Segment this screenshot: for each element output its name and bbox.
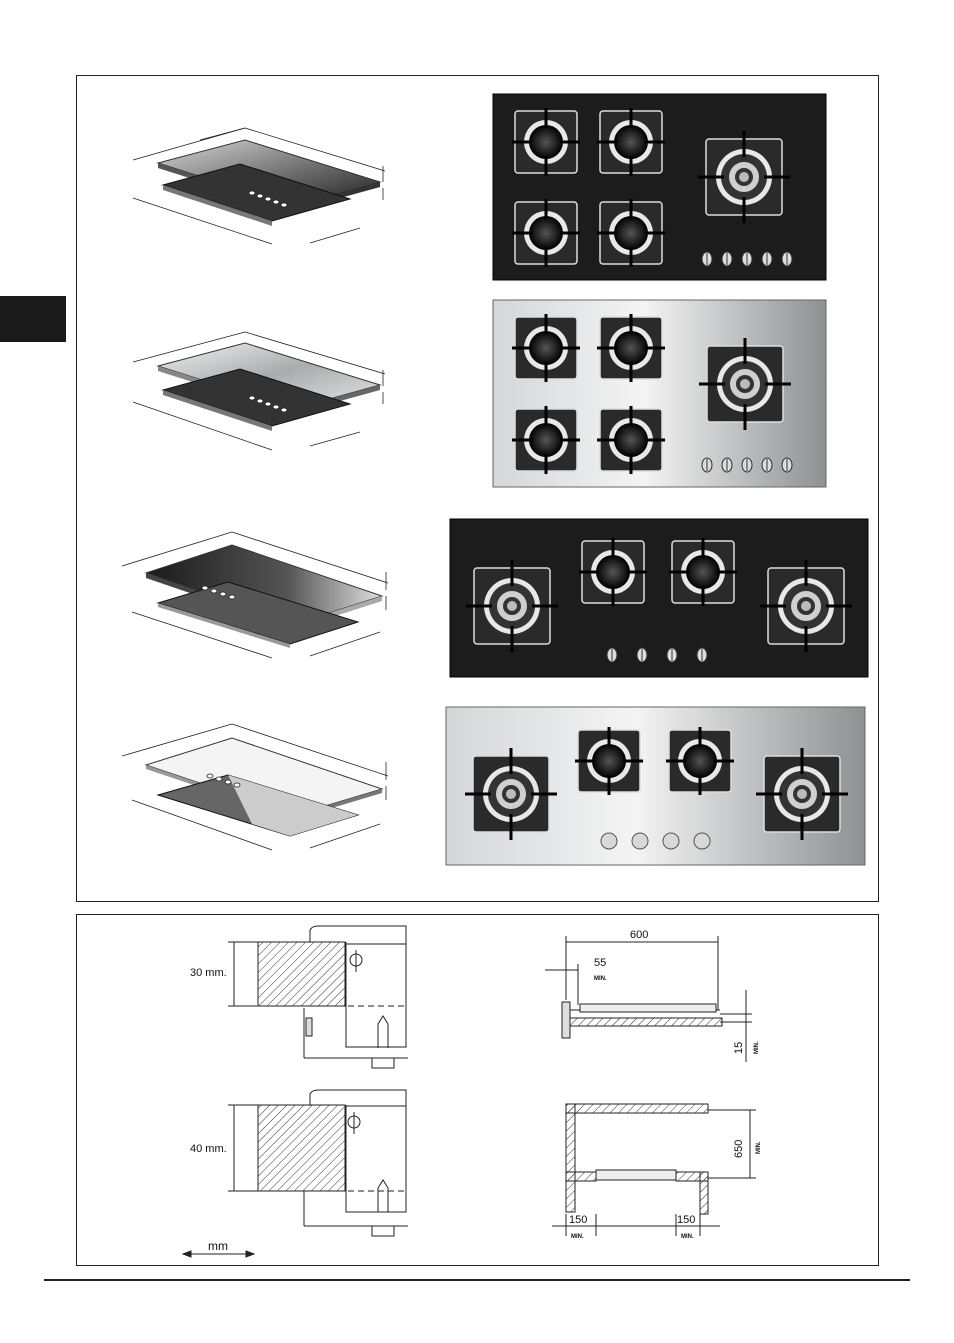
dim-600: 600 xyxy=(630,929,649,941)
dim-150-right-min: MIN. xyxy=(681,1234,694,1240)
hob-sketch-4 xyxy=(122,724,388,850)
dim-150-left: 150 xyxy=(569,1214,588,1226)
dim-150-left-min: MIN. xyxy=(571,1234,584,1240)
dim-15-min: MIN. xyxy=(754,1041,760,1054)
dim-650-min: MIN. xyxy=(756,1141,762,1154)
thickness-40-label: 40 mm. xyxy=(190,1143,227,1155)
hob-photo-black-5 xyxy=(493,94,826,280)
hob-sketch-2 xyxy=(133,332,385,450)
hob-photo-steel-4 xyxy=(446,707,865,865)
dim-650: 650 xyxy=(733,1139,745,1158)
dim-55-min: MIN. xyxy=(594,976,607,982)
hob-photo-black-4 xyxy=(450,519,868,677)
clearance-top-view xyxy=(545,936,752,1062)
worktop-section-30 xyxy=(228,926,408,1068)
hob-sketch-3 xyxy=(122,532,388,658)
hob-photo-steel-5 xyxy=(493,300,826,487)
thickness-30-label: 30 mm. xyxy=(190,967,227,979)
unit-label: mm xyxy=(208,1239,228,1253)
dim-15: 15 xyxy=(733,1041,745,1054)
dim-150-right: 150 xyxy=(677,1214,696,1226)
worktop-section-40 xyxy=(228,1090,408,1236)
hob-sketch-1 xyxy=(133,128,385,244)
dim-55: 55 xyxy=(594,957,607,969)
